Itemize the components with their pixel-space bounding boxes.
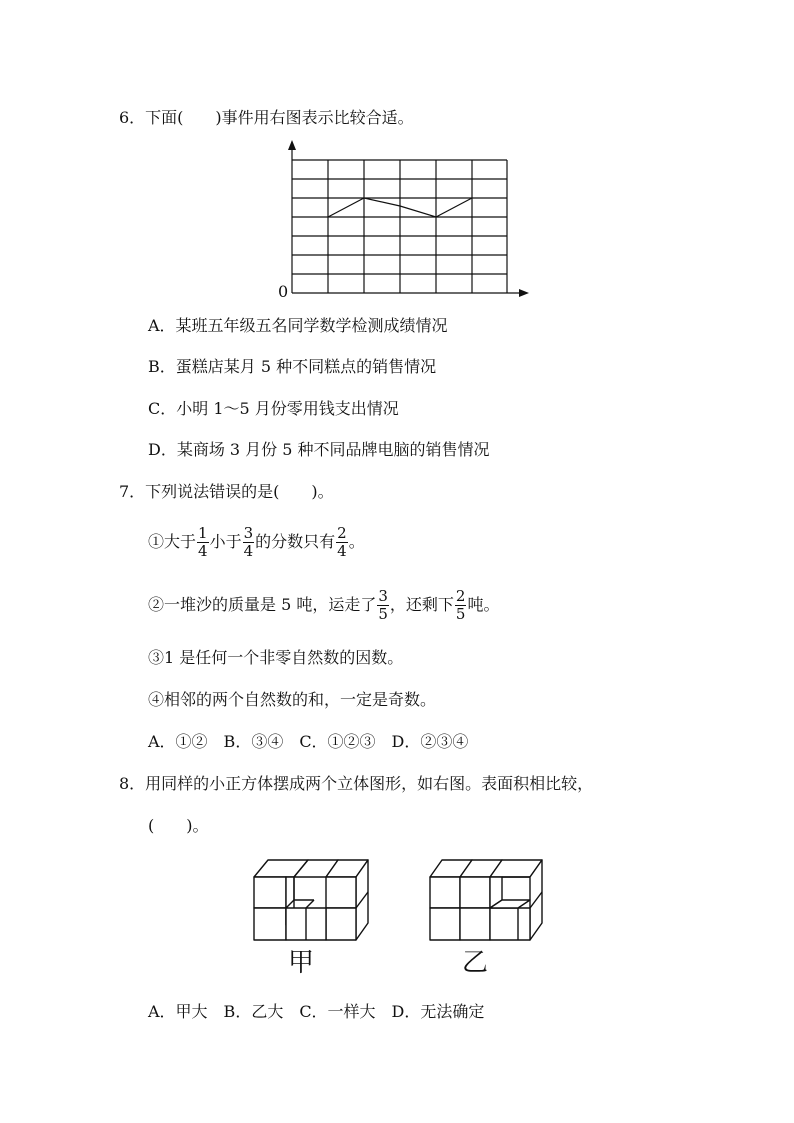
q7-statement-4: ④相邻的两个自然数的和，一定是奇数。 [148,690,437,709]
q6-graph-origin: 0 [278,282,289,301]
fraction-1-4 [197,525,209,560]
q6-stem: 6．下面( )事件用右图表示比较合适。 [119,108,414,127]
q6-line-graph [270,140,540,300]
fraction-3-5 [377,588,389,623]
s1-text-1: ①大于 [148,532,197,551]
fraction-numerator: 1 [198,524,208,542]
s1-text-2: 小于 [209,532,242,551]
q8-stem: 8．用同样的小正方体摆成两个立体图形，如右图。表面积相比较， [119,774,594,793]
fraction-denominator: 4 [337,542,347,560]
fraction-2-5 [455,588,467,623]
fraction-denominator: 5 [455,605,466,623]
q7-statement-2 [148,586,499,624]
s1-text-3: 的分数只有 [255,532,336,551]
q8-label-jia: 甲 [288,948,315,978]
fraction-2-4 [336,525,348,560]
q6-option-b[interactable]: B．蛋糕店某月 5 种不同糕点的销售情况 [148,357,437,376]
q8-figure-jia [250,855,380,950]
fraction-denominator: 4 [198,542,208,560]
q8-label-yi: 乙 [462,948,489,978]
fraction-denominator: 5 [378,605,388,623]
fraction-numerator: 2 [337,524,347,542]
q8-options[interactable]: A．甲大 B．乙大 C．一样大 D．无法确定 [148,1002,485,1021]
fraction-numerator: 2 [455,587,466,605]
fraction-numerator: 3 [243,524,254,542]
s1-text-4: 。 [348,532,365,551]
s2-text-1: ②一堆沙的质量是 5 吨，运走了 [148,595,377,614]
q7-stem: 7．下列说法错误的是( )。 [119,482,334,501]
fraction-3-4 [243,525,255,560]
fraction-numerator: 3 [378,587,388,605]
s2-text-3: 吨。 [467,595,500,614]
q6-option-c[interactable]: C．小明 1～5 月份零用钱支出情况 [148,399,399,418]
q7-statement-1 [148,523,365,561]
s2-text-2: ，还剩下 [389,595,454,614]
q8-answer-blank: ( )。 [148,816,209,835]
q7-options[interactable]: A．①② B．③④ C．①②③ D．②③④ [148,732,469,751]
fraction-denominator: 4 [243,542,254,560]
q8-figure-yi [424,855,554,950]
q6-option-d[interactable]: D．某商场 3 月份 5 种不同品牌电脑的销售情况 [148,440,490,459]
q7-statement-3: ③1 是任何一个非零自然数的因数。 [148,648,404,667]
q6-option-a[interactable]: A．某班五年级五名同学数学检测成绩情况 [148,316,448,335]
